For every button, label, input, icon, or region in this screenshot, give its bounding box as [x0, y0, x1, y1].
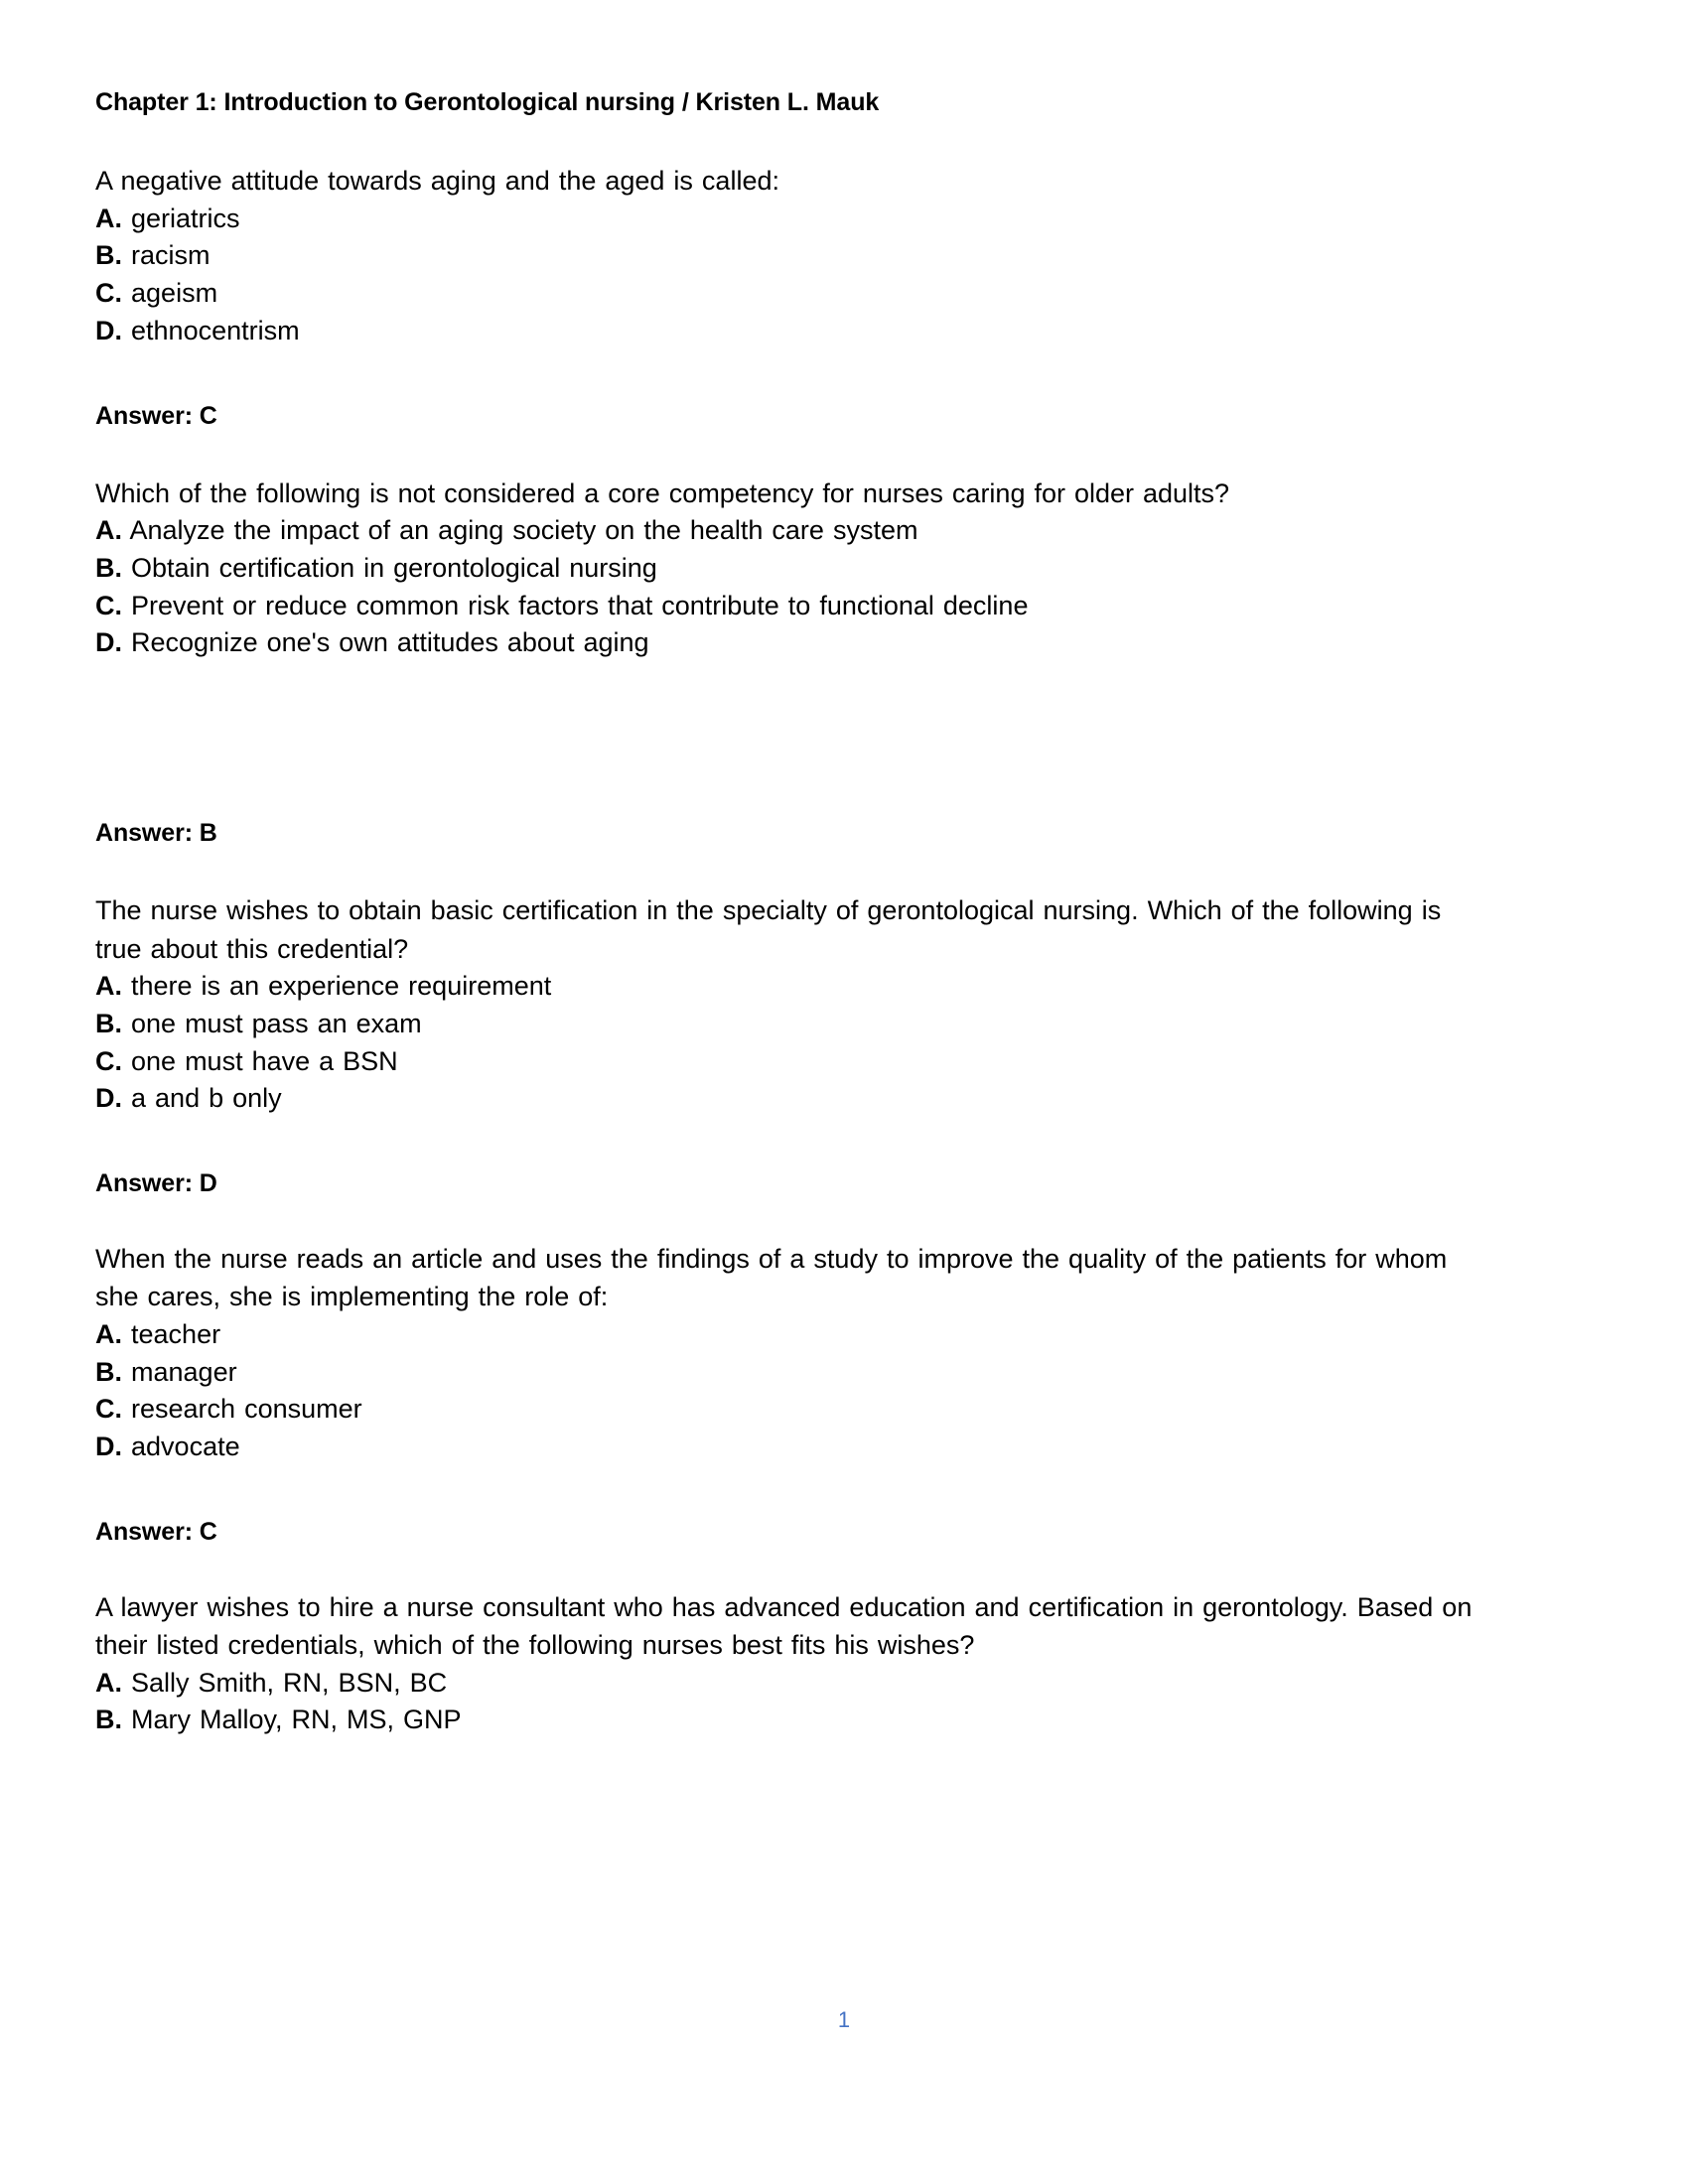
- option-a: [95, 968, 1489, 1006]
- option-label: C.: [95, 590, 122, 620]
- option-text: geriatrics: [131, 203, 240, 233]
- option-label: A.: [95, 203, 122, 233]
- answer-line: Answer: C: [95, 401, 217, 430]
- option-text: ageism: [131, 278, 218, 309]
- option-label: C.: [95, 278, 122, 309]
- option-label: B.: [95, 1008, 122, 1038]
- option-label: A.: [95, 515, 122, 546]
- option-b: [95, 1702, 1489, 1739]
- option-d: [95, 1429, 1489, 1466]
- option-c: [95, 1043, 1489, 1081]
- option-text: Sally Smith, RN, BSN, BC: [131, 1667, 448, 1698]
- option-text: manager: [131, 1356, 237, 1387]
- option-d: [95, 313, 1489, 350]
- question-stem: The nurse wishes to obtain basic certification in the specialty of gerontological nursing. Which of the following is true about this credential?: [95, 895, 1442, 964]
- question-block-3: [95, 891, 1489, 1198]
- option-a: [95, 1665, 1489, 1703]
- question-stem: When the nurse reads an article and uses the findings of a study to improve the quality of the patients for whom she cares, she is implementing the role of:: [95, 1244, 1448, 1312]
- answer-line: Answer: D: [95, 1169, 217, 1198]
- page-title: Chapter 1: Introduction to Gerontological nursing / Kristen L. Mauk: [95, 88, 880, 116]
- option-a: [95, 201, 1489, 238]
- option-label: A.: [95, 1318, 122, 1349]
- option-text: Recognize one's own attitudes about aging: [131, 627, 649, 658]
- question-block-2: [95, 475, 1489, 849]
- option-text: research consumer: [131, 1394, 362, 1425]
- answer-line: Answer: B: [95, 819, 217, 848]
- document-body: [95, 87, 1489, 1739]
- question-block-5: [95, 1588, 1489, 1739]
- option-label: A.: [95, 970, 122, 1001]
- option-text: there is an experience requirement: [131, 970, 552, 1001]
- option-label: A.: [95, 1667, 122, 1698]
- option-text: a and b only: [131, 1083, 282, 1114]
- question-stem: A lawyer wishes to hire a nurse consultant who has advanced education and certification in gerontology. Based on their listed credentials, which of the following nurses best fits his wishes?: [95, 1591, 1473, 1661]
- option-text: one must have a BSN: [131, 1045, 398, 1076]
- option-text: one must pass an exam: [131, 1008, 422, 1038]
- option-b: [95, 237, 1489, 275]
- option-c: [95, 1391, 1489, 1429]
- question-stem: Which of the following is not considered a core competency for nurses caring for older adults?: [95, 478, 1230, 508]
- option-label: B.: [95, 552, 122, 583]
- option-c: [95, 275, 1489, 313]
- option-a: [95, 512, 1489, 550]
- answer-line: Answer: C: [95, 1517, 217, 1546]
- option-b: [95, 1354, 1489, 1392]
- option-label: C.: [95, 1045, 122, 1076]
- option-b: [95, 550, 1489, 588]
- option-label: B.: [95, 240, 122, 271]
- option-c: [95, 588, 1489, 625]
- option-text: ethnocentrism: [131, 315, 300, 345]
- option-label: D.: [95, 627, 122, 658]
- option-b: [95, 1006, 1489, 1043]
- option-label: B.: [95, 1705, 122, 1735]
- option-text: advocate: [131, 1432, 240, 1462]
- option-text: Mary Malloy, RN, MS, GNP: [131, 1705, 462, 1735]
- option-text: Analyze the impact of an aging society on the health care system: [129, 515, 918, 546]
- option-label: B.: [95, 1356, 122, 1387]
- option-label: C.: [95, 1394, 122, 1425]
- page-number: 1: [837, 2007, 851, 2032]
- option-d: [95, 1080, 1489, 1118]
- option-a: [95, 1316, 1489, 1354]
- option-d: [95, 624, 1489, 662]
- option-text: teacher: [131, 1318, 221, 1349]
- option-text: racism: [131, 240, 211, 271]
- question-block-1: [95, 162, 1489, 431]
- option-label: D.: [95, 1083, 122, 1114]
- question-stem: A negative attitude towards aging and the aged is called:: [95, 166, 779, 197]
- option-text: Prevent or reduce common risk factors that contribute to functional decline: [131, 590, 1029, 620]
- option-label: D.: [95, 1432, 122, 1462]
- option-text: Obtain certification in gerontological nursing: [131, 552, 657, 583]
- option-label: D.: [95, 315, 122, 345]
- question-block-4: [95, 1240, 1489, 1547]
